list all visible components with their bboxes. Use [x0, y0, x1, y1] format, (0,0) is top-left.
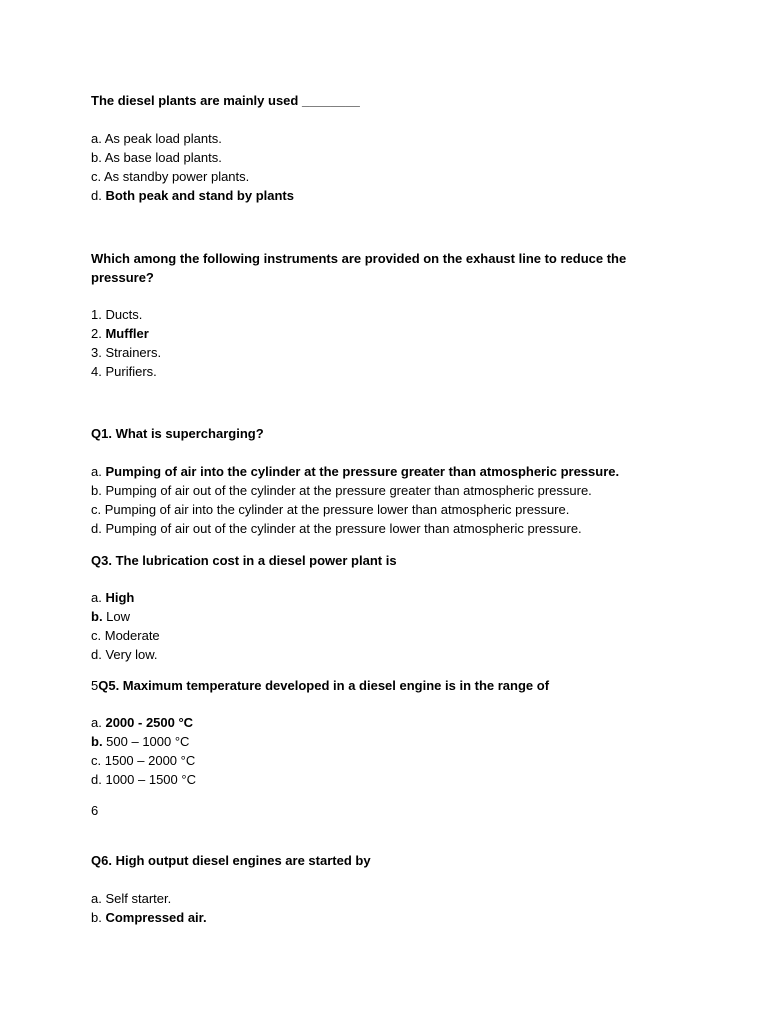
option-text: Muffler [105, 326, 149, 341]
option-prefix: d. [91, 772, 106, 787]
option-text: Low [106, 609, 131, 624]
question-q5-option-b [91, 734, 189, 750]
question-q1-option-a [91, 464, 619, 480]
stray-number: 6 [91, 803, 99, 818]
option-text: Purifiers. [105, 364, 157, 379]
question-q5-title-line [91, 678, 549, 694]
option-prefix: b. [91, 483, 106, 498]
option-text: As peak load plants. [104, 131, 222, 146]
option-prefix: c. [91, 169, 105, 184]
question-q3-option-d [91, 647, 158, 663]
option-prefix: d. [91, 521, 106, 536]
question-2-title: Which among the following instruments are provided on the exhaust line to reduce the pressure? [91, 251, 627, 285]
question-q5-title: Q5. Maximum temperature developed in a diesel engine is in the range of [98, 678, 550, 693]
option-prefix: 3. [91, 345, 106, 360]
option-text: As base load plants. [104, 150, 222, 165]
option-prefix: c. [91, 753, 105, 768]
option-text: As standby power plants. [104, 169, 250, 184]
option-text: 1500 – 2000 °C [104, 753, 196, 768]
document-page [91, 0, 731, 1024]
option-prefix: b. [91, 150, 105, 165]
option-text: Pumping of air out of the cylinder at the pressure lower than atmospheric pressure. [105, 521, 582, 536]
option-prefix: c. [91, 628, 105, 643]
question-q6-option-b [91, 910, 207, 926]
option-text: Pumping of air into the cylinder at the pressure greater than atmospheric pressure. [105, 464, 620, 479]
option-prefix: a. [91, 464, 106, 479]
option-prefix: 1. [91, 307, 106, 322]
question-1-title: The diesel plants are mainly used ________ [91, 93, 360, 108]
option-prefix: d. [91, 188, 106, 203]
option-prefix: d. [91, 647, 106, 662]
question-2-option-1 [91, 307, 142, 323]
option-prefix: a. [91, 715, 106, 730]
question-q3-option-c [91, 628, 160, 644]
option-text: Moderate [104, 628, 160, 643]
question-q5-option-a [91, 715, 193, 731]
question-q6-title: Q6. High output diesel engines are started by [91, 853, 371, 868]
question-q3-option-b [91, 609, 130, 625]
question-q3-title: Q3. The lubrication cost in a diesel power plant is [91, 553, 397, 568]
question-q6-option-a [91, 891, 171, 907]
question-1-option-c [91, 169, 249, 185]
question-q1-option-d [91, 521, 582, 537]
question-2-option-2 [91, 326, 149, 342]
question-number-prefix: 5 [91, 678, 99, 693]
question-q5-option-d [91, 772, 196, 788]
question-q1-title: Q1. What is supercharging? [91, 426, 264, 441]
question-q5-option-c [91, 753, 195, 769]
question-1-option-b [91, 150, 222, 166]
question-q3-option-a [91, 590, 134, 606]
question-2-option-3 [91, 345, 161, 361]
option-text: Very low. [105, 647, 158, 662]
question-1-option-a [91, 131, 222, 147]
option-text: Pumping of air out of the cylinder at the pressure greater than atmospheric pressure. [105, 483, 592, 498]
option-prefix: b. [91, 609, 107, 624]
option-prefix: b. [91, 910, 106, 925]
option-prefix: a. [91, 131, 105, 146]
option-text: Compressed air. [105, 910, 207, 925]
option-text: 2000 - 2500 °C [105, 715, 194, 730]
question-q1-option-c [91, 502, 569, 518]
option-text: Both peak and stand by plants [105, 188, 294, 203]
question-q1-option-b [91, 483, 592, 499]
option-prefix: a. [91, 590, 106, 605]
option-prefix: b. [91, 734, 107, 749]
option-prefix: a. [91, 891, 106, 906]
option-text: Ducts. [105, 307, 143, 322]
option-text: 500 – 1000 °C [106, 734, 190, 749]
option-text: High [105, 590, 135, 605]
option-prefix: 4. [91, 364, 106, 379]
question-1-option-d [91, 188, 294, 204]
option-text: Pumping of air into the cylinder at the pressure lower than atmospheric pressure. [104, 502, 570, 517]
option-text: Strainers. [105, 345, 162, 360]
option-prefix: 2. [91, 326, 106, 341]
option-text: 1000 – 1500 °C [105, 772, 196, 787]
question-2-option-4 [91, 364, 157, 380]
option-prefix: c. [91, 502, 105, 517]
option-text: Self starter. [105, 891, 172, 906]
